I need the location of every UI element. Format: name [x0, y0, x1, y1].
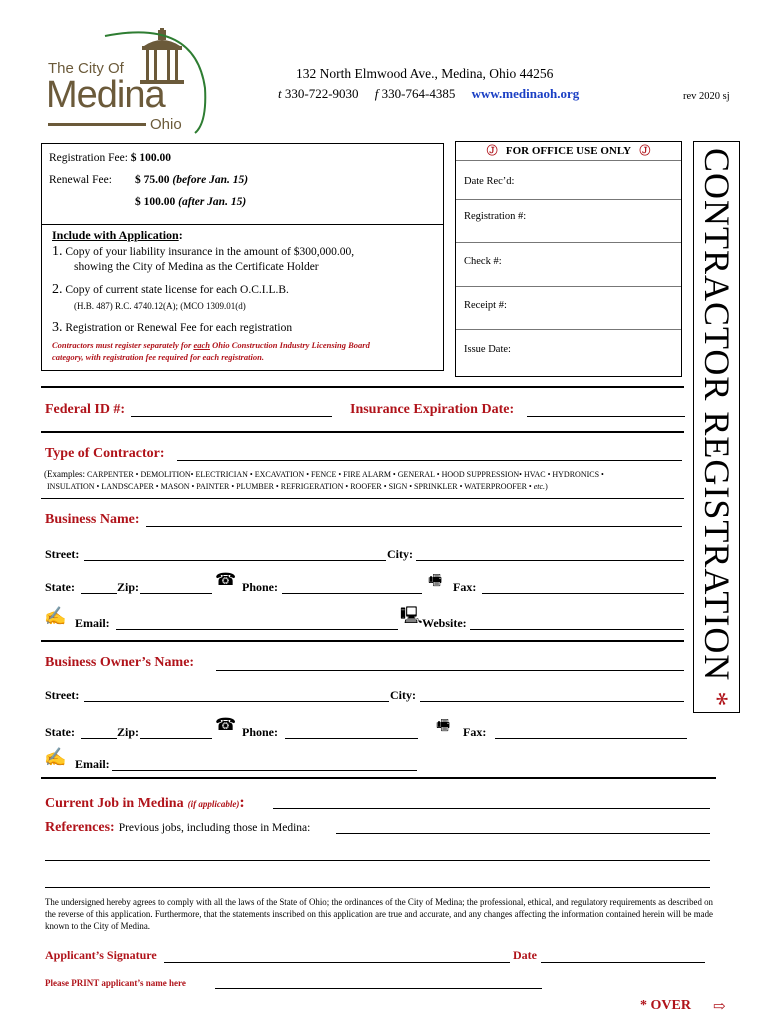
owner-phone-field[interactable] — [285, 724, 418, 739]
email-hand-icon: ✍ — [44, 606, 67, 626]
business-email-field[interactable] — [116, 615, 398, 630]
item-text: Copy of your liability insurance in the amount of $300,000.00, — [65, 246, 355, 258]
examples-open: (Examples: — [44, 469, 85, 479]
office-registration-number: Registration #: — [464, 211, 527, 222]
item-text-continued: showing the City of Medina as the Certificate Holder — [74, 261, 319, 273]
renewal-fee-value-1: $ 75.00 — [135, 174, 170, 186]
date-label: Date — [513, 948, 537, 962]
owner-city-label: City: — [390, 688, 416, 702]
federal-id-label: Federal ID #: — [45, 402, 126, 417]
section-rule — [41, 640, 684, 642]
examples-line-1: CARPENTER • DEMOLITION• ELECTRICIAN • EXCAVATION • FENCE • FIRE ALARM • GENERAL • HOOD SUPPRESSION• HVAC • HYDRONICS • — [87, 470, 604, 479]
arrow-right-icon: ⇨ — [713, 999, 726, 1015]
note-pre: Contractors must register separately for — [52, 340, 194, 350]
contractor-type-label: Type of Contractor: — [45, 446, 165, 461]
office-use-title: FOR OFFICE USE ONLY — [505, 145, 632, 157]
owner-email-field[interactable] — [112, 756, 417, 771]
print-name-label: Please PRINT applicant’s name here — [45, 978, 186, 988]
side-title — [696, 148, 738, 706]
section-rule — [41, 431, 684, 433]
business-fax-label: Fax: — [453, 580, 477, 594]
section-rule — [41, 386, 684, 388]
business-website-field[interactable] — [470, 615, 684, 630]
office-use-box — [455, 141, 682, 377]
note-each: each — [193, 340, 210, 350]
owner-name-field[interactable] — [216, 656, 684, 671]
references-field-1[interactable] — [336, 819, 710, 834]
contractor-type-examples — [44, 469, 604, 479]
business-phone-label: Phone: — [242, 580, 278, 594]
business-state-label: State: — [45, 580, 75, 594]
references-label-text: References: — [45, 820, 115, 835]
owner-state-label: State: — [45, 725, 75, 739]
registration-fee-value: $ 100.00 — [130, 152, 172, 164]
city-fax: 330-764-4385 — [381, 86, 456, 101]
renewal-fee-note-1: (before Jan. 15) — [172, 174, 249, 186]
item-number: 3. — [52, 320, 63, 335]
insurance-expiration-label: Insurance Expiration Date: — [350, 402, 515, 417]
fax-machine-icon: 🖷 — [428, 573, 443, 589]
current-job-field[interactable] — [273, 794, 710, 809]
fax-prefix: f — [374, 86, 379, 101]
renewal-fee-label: Renewal Fee: — [49, 174, 112, 186]
examples-line-2: INSULATION • LANDSCAPER • MASON • PAINTER • PLUMBER • REFRIGERATION • ROOFER • SIGN • SPRINKLER • WATERPROOFER • — [47, 482, 532, 491]
signature-field[interactable] — [164, 948, 510, 963]
office-date-received: Date Rec’d: — [464, 176, 515, 187]
business-city-field[interactable] — [416, 546, 684, 561]
owner-fax-field[interactable] — [495, 724, 687, 739]
business-phone-field[interactable] — [282, 579, 422, 594]
renewal-fee-value-2: $ 100.00 — [135, 196, 176, 208]
references-field-3[interactable] — [45, 873, 710, 888]
owner-state-field[interactable] — [81, 724, 117, 739]
business-name-field[interactable] — [146, 512, 682, 527]
logo-the-city-of: The City Of — [48, 60, 124, 77]
agreement-text: The undersigned hereby agrees to comply with all the laws of the State of Ohio; the ordinances of the City of Medina; the professional, ethical, and regulatory requirements as described on the reverse of this application. Furthermore, that the statements inscribed on this application are true and accurate, and any changes affecting the information contained herein will be made known to the City of Medina. — [45, 897, 713, 931]
insurance-expiration-field[interactable] — [527, 402, 685, 417]
contact-line — [278, 86, 579, 102]
owner-zip-label: Zip: — [117, 725, 140, 739]
section-rule — [41, 498, 684, 499]
side-star: * — [701, 691, 734, 708]
business-state-field[interactable] — [81, 579, 117, 594]
application-item-3 — [52, 320, 292, 336]
fax-machine-icon: 🖷 — [436, 718, 451, 734]
owner-name-label: Business Owner’s Name: — [45, 655, 195, 670]
city-website-link[interactable]: www.medinaoh.org — [471, 86, 580, 101]
section-rule — [41, 777, 716, 779]
item-text: Registration or Renewal Fee for each registration — [65, 322, 293, 334]
telephone-icon: ☎ — [215, 570, 237, 589]
fees-box — [41, 143, 444, 371]
logo-medina: Medina — [46, 74, 165, 116]
current-job-label — [45, 794, 245, 812]
item-number: 1. — [52, 244, 63, 259]
current-job-label-text: Current Job in Medina — [45, 796, 184, 811]
signature-label: Applicant’s Signature — [45, 948, 157, 962]
owner-street-label: Street: — [45, 688, 80, 702]
contractor-type-examples-2 — [47, 482, 548, 491]
application-heading: Include with Application — [52, 228, 179, 242]
alert-icon: Ⓙ — [639, 145, 651, 157]
renewal-fee-note-2: (after Jan. 15) — [178, 196, 247, 208]
statute-reference: (H.B. 487) R.C. 4740.12(A); (MCO 1309.01(d) — [74, 301, 246, 311]
side-title-box — [693, 141, 740, 713]
item-number: 2. — [52, 282, 63, 297]
office-issue-date: Issue Date: — [464, 344, 511, 355]
registration-fee-label: Registration Fee: — [49, 152, 128, 164]
date-field[interactable] — [541, 948, 705, 963]
references-label — [45, 818, 310, 836]
application-item-2 — [52, 282, 289, 298]
city-logo — [40, 28, 220, 138]
owner-email-label: Email: — [75, 757, 110, 771]
side-title-text: CONTRACTOR REGISTRATION — [697, 148, 737, 682]
business-name-label: Business Name: — [45, 512, 140, 527]
telephone-icon: ☎ — [215, 715, 237, 734]
city-address: 132 North Elmwood Ave., Medina, Ohio 44256 — [296, 66, 554, 81]
business-zip-label: Zip: — [117, 580, 140, 594]
business-email-label: Email: — [75, 616, 110, 630]
owner-phone-label: Phone: — [242, 725, 278, 739]
business-fax-field[interactable] — [482, 579, 684, 594]
registration-note — [52, 340, 370, 350]
business-street-field[interactable] — [84, 546, 386, 561]
owner-street-field[interactable] — [84, 687, 389, 702]
logo-rule — [48, 123, 146, 126]
business-website-label: Website: — [422, 616, 467, 630]
references-field-2[interactable] — [45, 846, 710, 861]
print-name-field[interactable] — [215, 976, 542, 989]
business-zip-field[interactable] — [140, 579, 212, 594]
examples-close: ) — [545, 482, 548, 491]
over-label: * OVER — [640, 998, 691, 1013]
office-use-header — [456, 142, 681, 160]
current-job-colon: : — [239, 794, 245, 811]
alert-icon: Ⓙ — [486, 145, 498, 157]
contractor-type-field[interactable] — [177, 446, 682, 461]
examples-etc: etc. — [533, 482, 546, 491]
owner-fax-label: Fax: — [463, 725, 487, 739]
city-phone: 330-722-9030 — [284, 86, 359, 101]
owner-city-field[interactable] — [420, 687, 684, 702]
current-job-note: (if applicable) — [187, 799, 240, 809]
application-heading-colon: : — [178, 228, 183, 242]
office-receipt-number: Receipt #: — [464, 300, 507, 311]
item-text: Copy of current state license for each O.C.I.L.B. — [65, 284, 289, 296]
references-description: Previous jobs, including those in Medina: — [118, 822, 311, 834]
office-check-number: Check #: — [464, 256, 502, 267]
business-city-label: City: — [387, 547, 413, 561]
note-post: Ohio Construction Industry Licensing Board — [209, 340, 370, 350]
registration-note-line2: category, with registration fee required for each registration. — [52, 352, 264, 362]
application-item-1 — [52, 244, 354, 260]
federal-id-field[interactable] — [131, 402, 332, 417]
business-street-label: Street: — [45, 547, 80, 561]
computer-icon: 🖳 — [400, 606, 423, 625]
owner-zip-field[interactable] — [140, 724, 212, 739]
email-hand-icon: ✍ — [44, 747, 67, 767]
phone-prefix: t — [278, 86, 282, 101]
fees-divider — [42, 224, 443, 225]
revision-note: rev 2020 sj — [683, 91, 730, 102]
logo-ohio: Ohio — [150, 116, 182, 133]
